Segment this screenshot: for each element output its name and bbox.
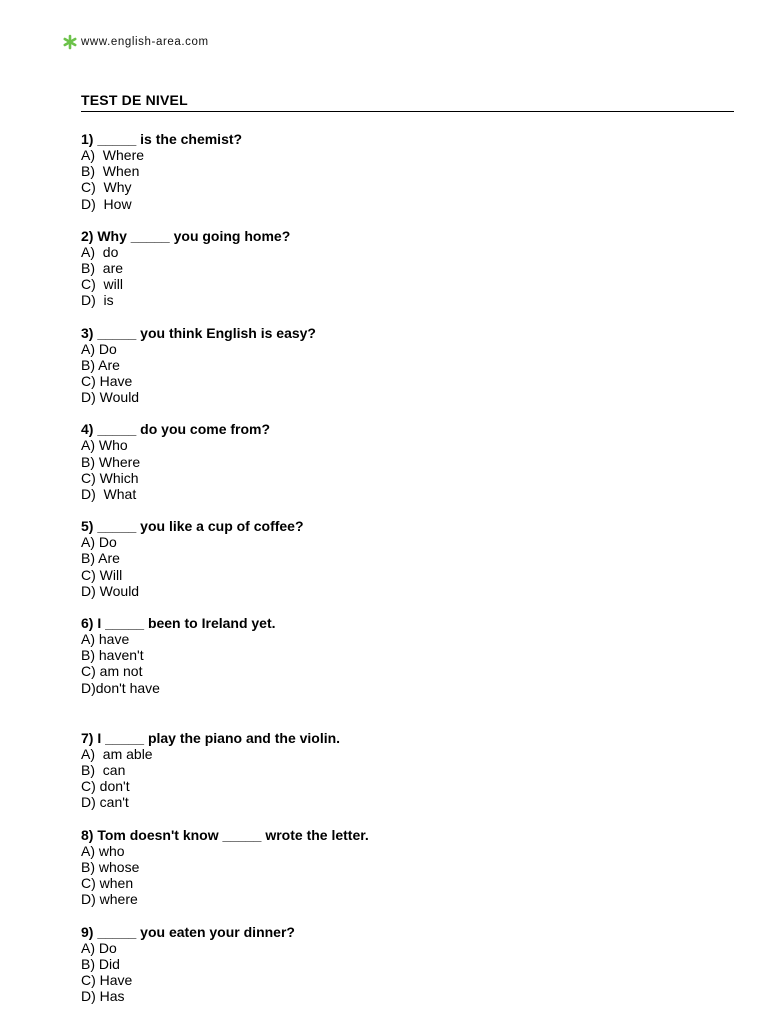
question-text: 6) I _____ been to Ireland yet.: [81, 615, 276, 632]
question-2: [81, 228, 731, 309]
option-d: D) Would: [81, 389, 140, 406]
title-rule: [81, 92, 734, 112]
option-d: D) is: [81, 292, 114, 309]
option-c: C) am not: [81, 663, 143, 680]
option-d: D) can't: [81, 794, 129, 811]
question-5: [81, 518, 731, 599]
option-d: D) What: [81, 486, 137, 503]
site-header: [62, 33, 209, 51]
option-a: A) Do: [81, 340, 117, 357]
question-3: [81, 325, 731, 406]
site-url: www.english-area.com: [81, 36, 209, 48]
option-c: C) Have: [81, 971, 133, 988]
option-b: B) whose: [81, 858, 140, 875]
option-d: D) where: [81, 891, 138, 908]
option-b: B) are: [81, 260, 124, 277]
option-d: D) Has: [81, 988, 125, 1005]
question-text: 1) _____ is the chemist?: [81, 131, 243, 147]
question-4: [81, 421, 731, 502]
option-c: C) don't: [81, 778, 130, 795]
question-9: [81, 924, 731, 1005]
option-b: B) haven't: [81, 647, 144, 664]
question-text: 4) _____ do you come from?: [81, 421, 271, 438]
option-a: A) am able: [81, 745, 153, 762]
option-c: C) will: [81, 276, 123, 293]
option-a: A) Do: [81, 534, 117, 551]
option-a: A) who: [81, 842, 125, 859]
option-a: A) Where: [81, 147, 145, 163]
question-text: 8) Tom doesn't know _____ wrote the letter.: [81, 826, 369, 843]
option-b: B) Did: [81, 955, 120, 972]
option-c: C) Have: [81, 373, 133, 390]
option-b: B) When: [81, 163, 140, 180]
option-a: A) Do: [81, 939, 117, 956]
question-list: [81, 131, 731, 1020]
option-d: D) How: [81, 195, 132, 212]
question-7: [81, 730, 731, 811]
question-text: 7) I _____ play the piano and the violin.: [81, 729, 341, 746]
option-d: D) Would: [81, 582, 140, 599]
question-1: [81, 131, 731, 212]
option-c: C) Will: [81, 566, 123, 583]
option-b: B) Are: [81, 356, 120, 373]
question-text: 5) _____ you like a cup of coffee?: [81, 518, 304, 535]
option-a: A) have: [81, 631, 130, 648]
question-text: 9) _____ you eaten your dinner?: [81, 923, 295, 940]
option-c: C) when: [81, 875, 134, 892]
page-title: TEST DE NIVEL: [81, 92, 188, 108]
question-8: [81, 827, 731, 908]
question-6: [81, 615, 731, 696]
option-b: B) Are: [81, 550, 120, 567]
option-c: C) Which: [81, 469, 139, 486]
option-d: D)don't have: [81, 679, 160, 696]
option-c: C) Why: [81, 179, 132, 196]
option-b: B) Where: [81, 453, 141, 470]
asterisk-icon: [62, 34, 78, 50]
option-a: A) Who: [81, 437, 128, 454]
question-text: 3) _____ you think English is easy?: [81, 324, 316, 341]
option-a: A) do: [81, 243, 119, 260]
option-b: B) can: [81, 762, 126, 779]
question-text: 2) Why _____ you going home?: [81, 227, 291, 244]
